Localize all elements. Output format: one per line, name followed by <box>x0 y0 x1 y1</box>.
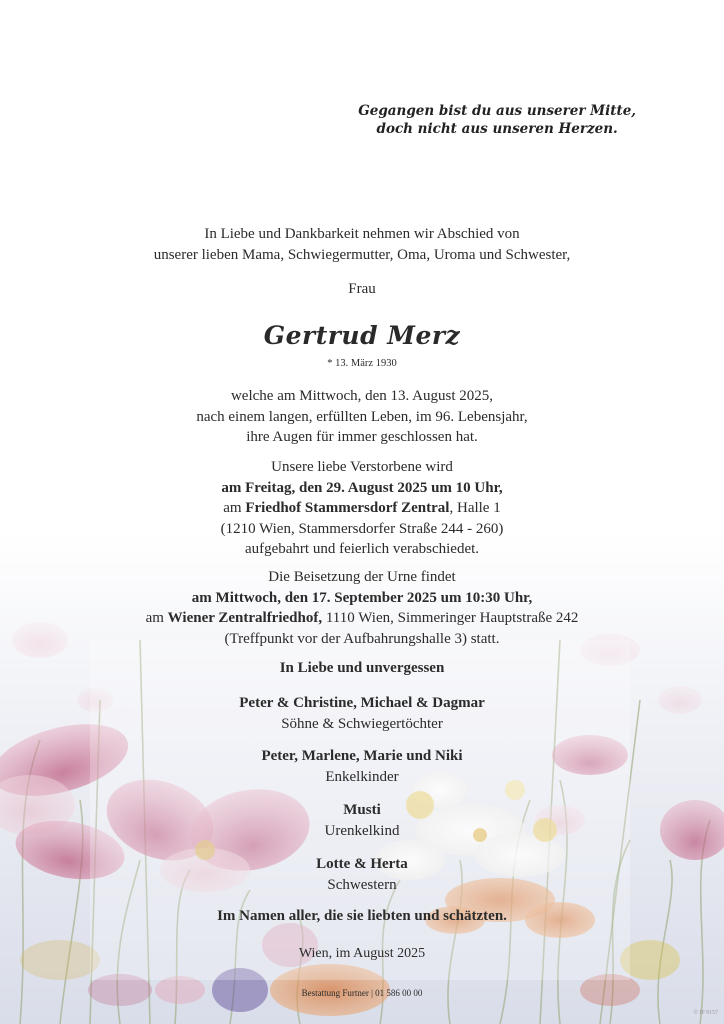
burial-meeting: (Treffpunkt vor der Aufbahrungshalle 3) statt. <box>224 630 500 647</box>
deceased-name: Gertrud Merz <box>263 321 461 350</box>
mourner-names: Peter, Marlene, Marie und Niki <box>261 748 463 764</box>
farewell-closing: aufgebahrt und feierlich verabschiedet. <box>244 541 480 557</box>
mourner-names: Peter & Christine, Michael & Dagmar <box>239 695 485 711</box>
mourner-group <box>0 746 724 787</box>
undertaker-info: Bestattung Furtner | 01 586 00 00 <box>301 988 423 998</box>
remembrance-text: In Liebe und unvergessen <box>279 660 445 676</box>
burial-date: am Mittwoch, den 17. September 2025 um 10:30 Uhr, <box>191 589 533 606</box>
mourner-relation: Schwestern <box>327 876 397 893</box>
mourner-names: Lotte & Herta <box>316 856 408 872</box>
burial-place-suffix: 1110 Wien, Simmeringer Hauptstraße 242 <box>322 610 579 626</box>
intro-line-2: unserer lieben Mama, Schwiegermutter, Oma, Uroma und Schwester, <box>153 246 571 263</box>
salutation <box>0 279 724 300</box>
closing-line: Im Namen aller, die sie liebten und schätzten. <box>217 908 507 924</box>
death-line-3: ihre Augen für immer geschlossen hat. <box>246 429 478 445</box>
closing-line-block <box>0 906 724 927</box>
farewell-date: am Freitag, den 29. August 2025 um 10 Uhr, <box>221 479 503 496</box>
burial-place-prefix: am <box>145 610 168 626</box>
mourner-group <box>0 800 724 841</box>
burial-place <box>0 608 724 629</box>
birth-date-block <box>0 353 724 371</box>
remembrance-block <box>0 658 724 679</box>
farewell-line-1: Unsere liebe Verstorbene wird <box>271 459 453 475</box>
mourner-relation: Söhne & Schwiegertöchter <box>281 715 443 732</box>
place-date-block <box>0 944 724 965</box>
deceased-name-block <box>0 321 724 351</box>
burial-line-1: Die Beisetzung der Urne findet <box>268 569 456 585</box>
motto-line-2: doch nicht aus unseren Herzen. <box>376 121 618 137</box>
salutation-text: Frau <box>348 281 376 297</box>
intro-text <box>0 224 724 265</box>
death-notice <box>0 386 724 448</box>
death-line-2: nach einem langen, erfüllten Leben, im 96. Lebensjahr, <box>196 408 528 425</box>
motto-line-1: Gegangen bist du aus unserer Mitte, <box>358 103 636 119</box>
undertaker-block <box>0 983 724 1001</box>
farewell-place-bold: Friedhof Stammersdorf Zentral <box>245 500 450 516</box>
farewell-notice <box>0 457 724 560</box>
mourner-group <box>0 854 724 895</box>
death-line-1: welche am Mittwoch, den 13. August 2025, <box>230 388 494 404</box>
burial-notice <box>0 567 724 649</box>
burial-place-bold: Wiener Zentralfriedhof, <box>167 610 323 626</box>
birth-date: * 13. März 1930 <box>327 358 397 369</box>
mourner-group <box>0 693 724 734</box>
farewell-place-prefix: am <box>223 500 246 516</box>
mourner-names: Musti <box>343 802 381 818</box>
motto-quote <box>358 102 636 138</box>
mourner-relation: Urenkelkind <box>324 822 400 839</box>
mourner-relation: Enkelkinder <box>325 768 399 785</box>
farewell-address: (1210 Wien, Stammersdorfer Straße 244 - 260) <box>220 520 504 537</box>
print-mark: © IP 9157 <box>693 1010 718 1016</box>
place-date: Wien, im August 2025 <box>298 946 426 961</box>
intro-line-1: In Liebe und Dankbarkeit nehmen wir Abschied von <box>204 226 520 242</box>
farewell-place-suffix: , Halle 1 <box>449 500 501 516</box>
farewell-place <box>0 498 724 519</box>
